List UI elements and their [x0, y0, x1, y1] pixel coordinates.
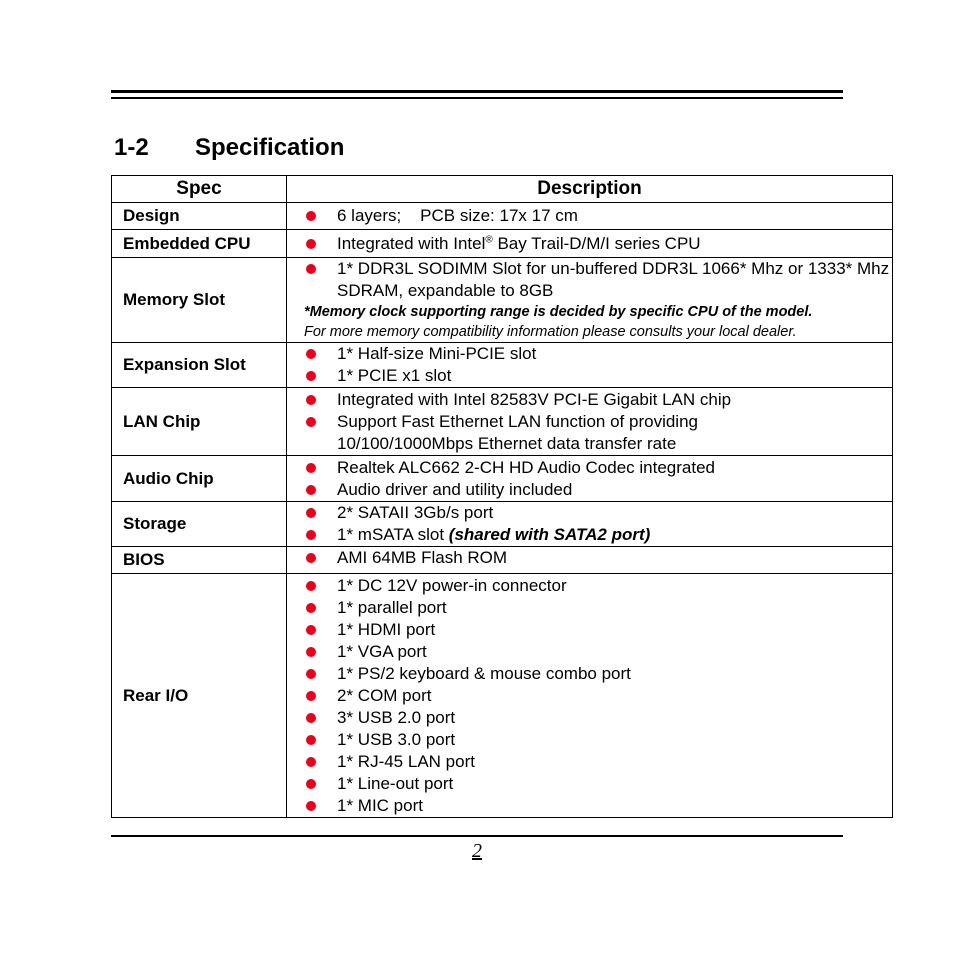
bullet-icon	[306, 801, 316, 811]
item-text: 1* PCIE x1 slot	[337, 366, 452, 385]
column-header-spec: Spec	[112, 176, 287, 203]
spec-name-storage: Storage	[112, 502, 287, 547]
bullet-icon	[306, 625, 316, 635]
table-row	[112, 574, 893, 818]
memory-note: *Memory clock supporting range is decided by specific CPU of the model.	[304, 304, 813, 320]
bullet-icon	[306, 211, 316, 221]
bullet-icon	[306, 553, 316, 563]
bullet-icon	[306, 735, 316, 745]
list-item	[287, 205, 892, 227]
spec-description	[287, 388, 893, 456]
table-row	[112, 258, 893, 343]
item-text: Bay Trail-D/M/I series CPU	[492, 233, 701, 253]
table-row	[112, 343, 893, 388]
spec-name-bios: BIOS	[112, 547, 287, 574]
table-row	[112, 388, 893, 456]
item-text: Audio driver and utility included	[337, 479, 573, 499]
list-item	[287, 619, 892, 641]
bullet-icon	[306, 779, 316, 789]
memory-compatibility-note: For more memory compatibility information please consults your local dealer.	[304, 324, 797, 340]
list-item	[287, 524, 892, 546]
spec-description	[287, 258, 893, 343]
table-header-row	[112, 176, 893, 203]
list-item	[287, 729, 892, 751]
bullet-icon	[306, 647, 316, 657]
item-text: 1* mSATA slot	[337, 525, 449, 544]
item-text: Integrated with Intel	[337, 233, 486, 253]
bullet-icon	[306, 395, 316, 405]
header-rule-thick	[111, 90, 843, 93]
spec-description	[287, 230, 893, 258]
item-text: 1* Half-size Mini-PCIE slot	[337, 344, 537, 363]
list-item	[287, 233, 892, 255]
spec-description	[287, 547, 893, 574]
section-number: 1-2	[114, 134, 149, 161]
rear-io-list	[287, 575, 892, 817]
spec-description	[287, 502, 893, 547]
bullet-icon	[306, 757, 316, 767]
table-row	[112, 203, 893, 230]
list-item	[287, 389, 892, 411]
column-header-description: Description	[287, 176, 893, 203]
bullet-icon	[306, 264, 316, 274]
section-title: Specification	[195, 134, 345, 161]
table-row	[112, 547, 893, 574]
item-text: 1* HDMI port	[337, 619, 436, 639]
item-text: 1* parallel port	[337, 597, 447, 617]
bullet-icon	[306, 713, 316, 723]
list-item	[287, 751, 892, 773]
item-text: 1* Line-out port	[337, 773, 454, 793]
list-item	[287, 343, 892, 365]
item-text: 1* USB 3.0 port	[337, 729, 456, 749]
item-text: 1* DC 12V power-in connector	[337, 575, 567, 595]
section-heading	[114, 134, 344, 162]
item-text: 2* SATAII 3Gb/s port	[337, 503, 494, 522]
item-text: 2* COM port	[337, 685, 432, 705]
list-item	[287, 575, 892, 597]
list-item	[287, 502, 892, 524]
spec-name-embedded-cpu: Embedded CPU	[112, 230, 287, 258]
list-item	[287, 795, 892, 817]
bullet-icon	[306, 371, 316, 381]
bullet-icon	[306, 691, 316, 701]
bullet-icon	[306, 581, 316, 591]
list-item	[287, 365, 892, 387]
list-item	[287, 707, 892, 729]
list-item	[287, 641, 892, 663]
list-item	[287, 547, 892, 569]
specification-table	[111, 175, 893, 818]
spec-name-audio-chip: Audio Chip	[112, 456, 287, 502]
registered-mark: ®	[485, 233, 493, 245]
spec-name-memory-slot: Memory Slot	[112, 258, 287, 343]
item-text: 1* RJ-45 LAN port	[337, 751, 475, 771]
spec-description	[287, 343, 893, 388]
list-item	[287, 663, 892, 685]
bullet-icon	[306, 603, 316, 613]
bullet-icon	[306, 508, 316, 518]
bullet-icon	[306, 485, 316, 495]
item-text: 1* DDR3L SODIMM Slot for un-buffered DDR3L 1066* Mhz or 1333* Mhz SDRAM, expandable to 8GB	[337, 259, 890, 300]
spec-description	[287, 456, 893, 502]
bullet-icon	[306, 463, 316, 473]
item-text: 1* PS/2 keyboard & mouse combo port	[337, 663, 631, 683]
spec-name-rear-io: Rear I/O	[112, 574, 287, 818]
item-text: Integrated with Intel 82583V PCI-E Gigabit LAN chip	[337, 389, 732, 409]
list-item	[287, 457, 892, 479]
footer-rule	[111, 835, 843, 837]
bullet-icon	[306, 239, 316, 249]
spec-name-lan-chip: LAN Chip	[112, 388, 287, 456]
list-item	[287, 258, 892, 302]
table-row	[112, 230, 893, 258]
page-number: 2	[472, 840, 482, 862]
spec-description	[287, 203, 893, 230]
item-text: 6 layers; PCB size: 17x 17 cm	[337, 206, 578, 225]
item-text: 3* USB 2.0 port	[337, 707, 456, 727]
item-emphasis: (shared with SATA2 port)	[448, 525, 651, 544]
list-item	[287, 597, 892, 619]
bullet-icon	[306, 669, 316, 679]
item-text: Realtek ALC662 2-CH HD Audio Codec integrated	[337, 457, 715, 477]
list-item	[287, 773, 892, 795]
item-text: 1* MIC port	[337, 795, 423, 815]
item-text: AMI 64MB Flash ROM	[337, 548, 508, 567]
spec-name-design: Design	[112, 203, 287, 230]
bullet-icon	[306, 349, 316, 359]
item-text: 1* VGA port	[337, 641, 427, 661]
item-text: Support Fast Ethernet LAN function of providing 10/100/1000Mbps Ethernet data transfer rate	[337, 411, 698, 453]
bullet-icon	[306, 417, 316, 427]
spec-name-expansion-slot: Expansion Slot	[112, 343, 287, 388]
header-rule-thin	[111, 97, 843, 99]
bullet-icon	[306, 530, 316, 540]
table-row	[112, 456, 893, 502]
table-row	[112, 502, 893, 547]
list-item	[287, 411, 892, 455]
list-item	[287, 479, 892, 501]
spec-description	[287, 574, 893, 818]
list-item	[287, 685, 892, 707]
